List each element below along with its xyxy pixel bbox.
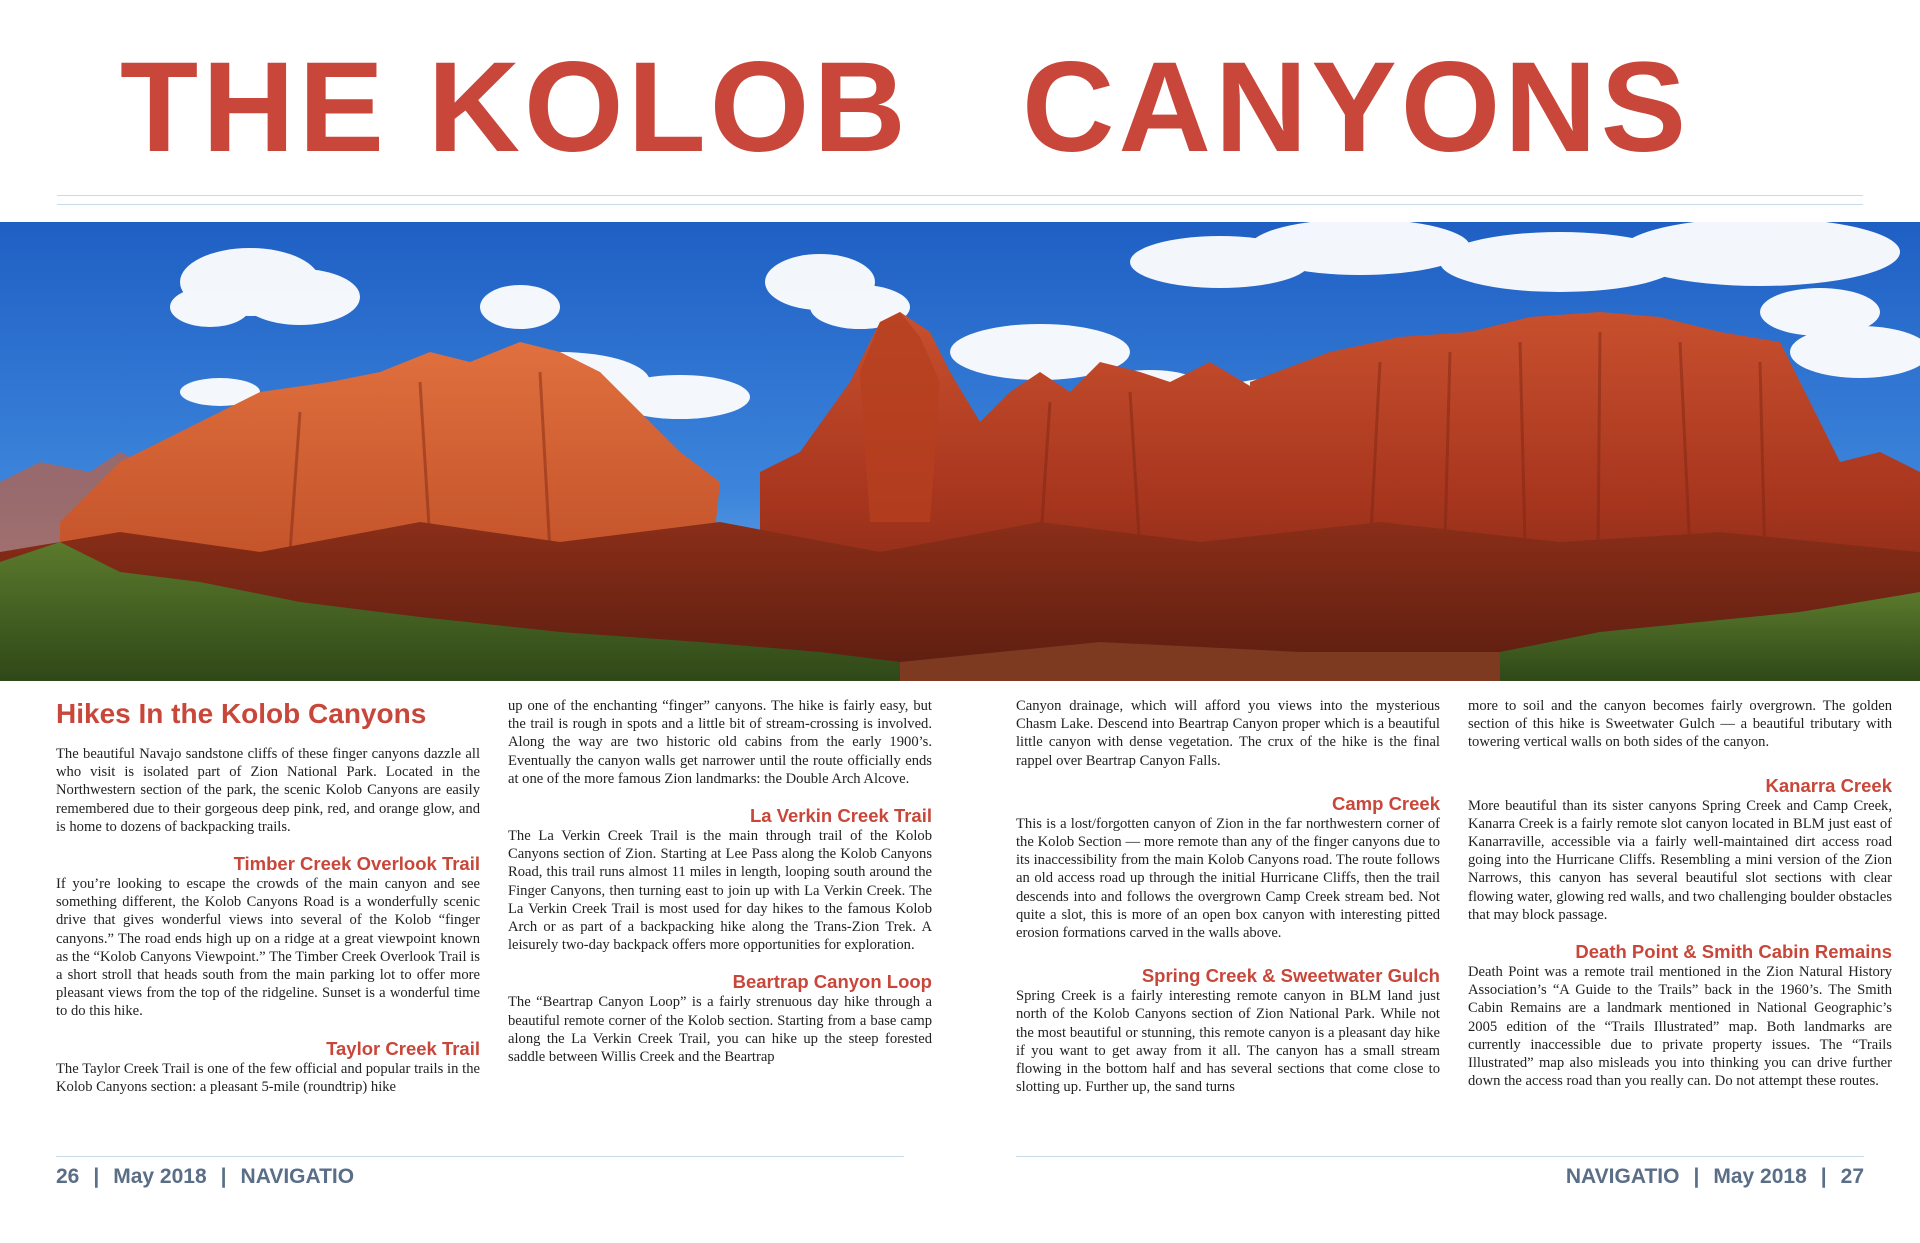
- footer-date: May 2018: [113, 1165, 207, 1188]
- footer-magazine-name: NAVIGATIO: [240, 1165, 355, 1188]
- paragraph-camp-creek: This is a lost/forgotten canyon of Zion in the far northwestern corner of the Kolob Section — more remote than any of the finger canyons due to its inaccessibility from the main Kolob Canyons road. The route follows an old access road up through the initial Hurricane Cliffs, then the trail descends into and follows the overgrown Camp Creek stream bed. Not quite a slot, this is more of an open box canyon with interesting pitted erosion formations carved in the walls above.: [1016, 815, 1440, 942]
- footer-separator: |: [93, 1165, 100, 1188]
- page-title-left: THE KOLOB: [120, 36, 910, 179]
- column-2: [508, 697, 932, 1066]
- footer-separator: |: [1693, 1165, 1700, 1188]
- footer-magazine-name: NAVIGATIO: [1565, 1165, 1680, 1188]
- heading-la-verkin: La Verkin Creek Trail: [749, 805, 932, 827]
- title-rule-bottom: [57, 204, 1863, 205]
- column-1: [56, 697, 480, 1096]
- footer-rule-left: [56, 1156, 904, 1157]
- heading-kanarra-creek: Kanarra Creek: [1765, 774, 1892, 796]
- paragraph-beartrap: The “Beartrap Canyon Loop” is a fairly strenuous day hike through a beautiful remote corner of the Kolob section. Starting from a base camp along the La Verkin Creek Trail, you can hike up the steep forested saddle between Willis Creek and the Beartrap: [508, 994, 932, 1066]
- canyon-panorama-photo: [0, 222, 1920, 681]
- footer-separator: |: [1820, 1165, 1827, 1188]
- paragraph-beartrap-continued: Canyon drainage, which will afford you views into the mysterious Chasm Lake. Descend into Beartrap Canyon proper which is a beautiful little canyon with dense vegetation. The crux of the hike is the final rappel over Beartrap Canyon Falls.: [1016, 698, 1440, 769]
- footer-rule-right: [1016, 1156, 1864, 1157]
- section-heading-hikes: Hikes In the Kolob Canyons: [56, 698, 427, 729]
- paragraph-taylor-creek-continued: up one of the enchanting “finger” canyons. The hike is fairly easy, but the trail is rough in spots and a little bit of stream-crossing is involved. Along the way are two historic old cabins from the early 1900’s. Eventually the canyon walls get narrower until the route officially ends at one of the more famous Zion landmarks: the Double Arch Alcove.: [508, 698, 932, 787]
- footer-date: May 2018: [1713, 1165, 1807, 1188]
- heading-beartrap: Beartrap Canyon Loop: [732, 971, 932, 993]
- paragraph-taylor-creek: The Taylor Creek Trail is one of the few official and popular trails in the Kolob Canyons section: a pleasant 5-mile (roundtrip) hike: [56, 1060, 480, 1095]
- paragraph-timber-creek: If you’re looking to escape the crowds of the main canyon and see something different, the Kolob Canyons Road is a wonderfully scenic drive that gives wonderful views into several of the Kolob “finger canyons.” The road ends high up on a ridge at a great viewpoint known as the “Kolob Canyons Viewpoint.” The Timber Creek Overlook Trail is a short stroll that heads south from the main parking lot to offer more pleasant views from the top of the ridgeline. Sunset is a wonderful time to do this hike.: [56, 876, 480, 1020]
- paragraph-death-point: Death Point was a remote trail mentioned in the Zion Natural History Association’s “A Guide to the Trails” back in the 1960’s. The Smith Cabin Remains are a landmark mentioned in National Geographic’s 2005 edition of the “Trails Illustrated” map. Both landmarks are currently inaccessible due to private property issues. The “Trails Illustrated” map also misleads you into thinking you can drive further down the access road than you really can. Do not attempt these routes.: [1468, 964, 1892, 1090]
- page-number-left: 26: [56, 1165, 80, 1188]
- title-rule-top: [57, 195, 1863, 196]
- intro-paragraph: The beautiful Navajo sandstone cliffs of these finger canyons dazzle all who visit is isolated part of Zion National Park. Located in the Northwestern section of the park, the scenic Kolob Canyons are easily remembered due to their gorgeous deep pink, red, and orange glow, and is home to dozens of backpacking trails.: [56, 746, 480, 835]
- page-number-right: 27: [1840, 1165, 1864, 1188]
- paragraph-spring-creek: Spring Creek is a fairly interesting remote canyon in BLM land just north of the Kolob Canyons section of Zion National Park. While not the most beautiful or stunning, this remote canyon is a pleasant day hike if you want to get away from it all. The canyon has a small stream flowing in the bottom half and has several sections that come close to slotting up. Further up, the sand turns: [1016, 988, 1440, 1096]
- paragraph-kanarra-creek: More beautiful than its sister canyons Spring Creek and Camp Creek, Kanarra Creek is a fairly remote slot canyon located in BLM just east of Kanarraville, accessible via a fairly well-maintained dirt access road going into the Hurricane Cliffs. Resembling a mini version of the Zion Narrows, this canyon has several beautiful slot sections with clear flowing water, glowing red walls, and two challenging boulder obstacles that may block passage.: [1468, 797, 1892, 923]
- heading-timber-creek: Timber Creek Overlook Trail: [233, 853, 480, 875]
- heading-death-point: Death Point & Smith Cabin Remains: [1575, 941, 1892, 963]
- heading-camp-creek: Camp Creek: [1332, 792, 1440, 814]
- footer-left: [56, 1164, 354, 1190]
- heading-taylor-creek: Taylor Creek Trail: [326, 1037, 480, 1059]
- footer-right: [1566, 1164, 1864, 1190]
- paragraph-spring-creek-continued: more to soil and the canyon becomes fairly overgrown. The golden section of this hike is Sweetwater Gulch — a beautiful tributary with towering vertical walls on both sides of the canyon.: [1468, 698, 1892, 751]
- paragraph-la-verkin: The La Verkin Creek Trail is the main through trail of the Kolob Canyons section of Zion. Starting at Lee Pass along the Kolob Canyons Road, this trail runs almost 11 miles in length, looping south around the Finger Canyons, then turning east to join up with La Verkin Creek. The La Verkin Creek Trail is most used for day hikes to the famous Kolob Arch or as part of a backpacking hike along the Trans-Zion Trek. A leisurely two-day backpack offers more opportunities for exploration.: [508, 828, 932, 954]
- heading-spring-creek: Spring Creek & Sweetwater Gulch: [1141, 965, 1440, 987]
- page-title-right: CANYONS: [1022, 36, 1691, 179]
- column-3: [1016, 697, 1440, 1096]
- column-4: [1468, 697, 1892, 1090]
- canyon-panorama-illustration: [0, 222, 1920, 681]
- footer-separator: |: [220, 1165, 227, 1188]
